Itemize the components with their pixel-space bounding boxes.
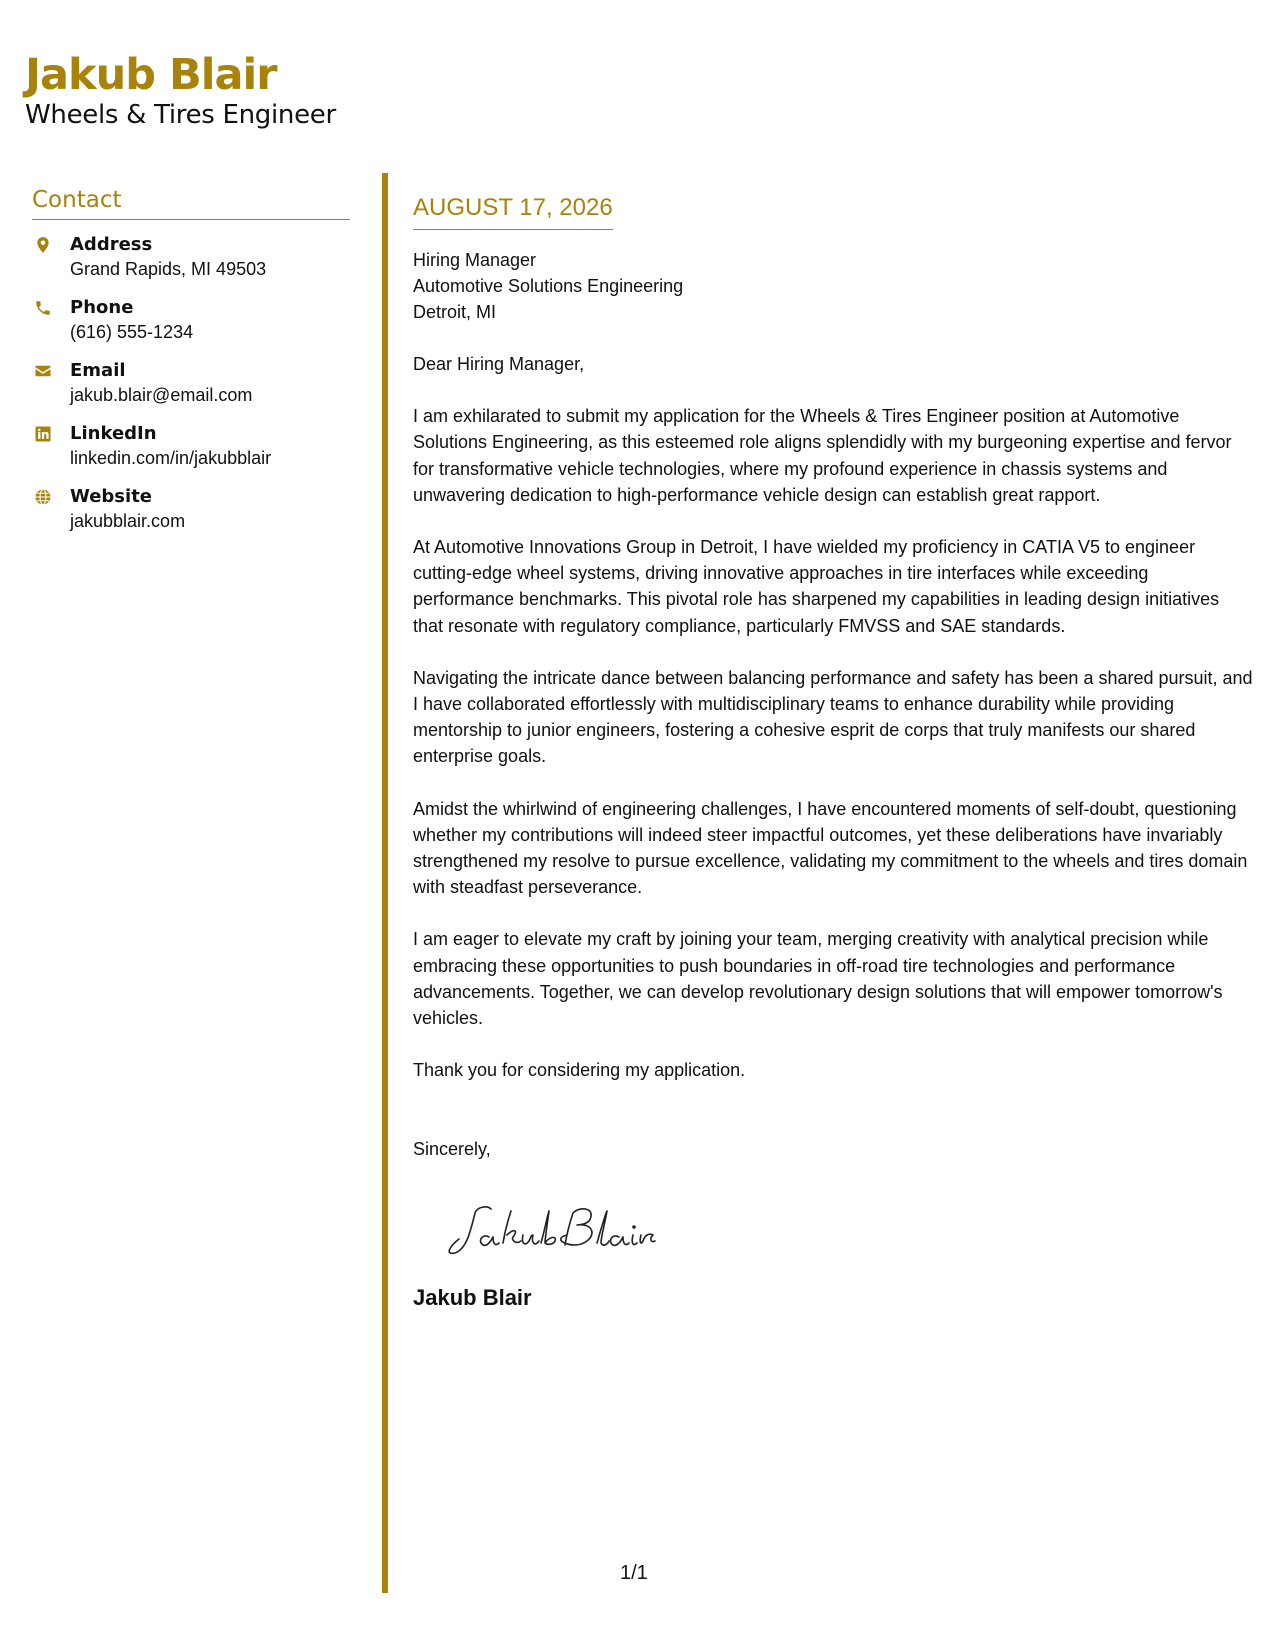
letter-paragraph: Amidst the whirlwind of engineering challenges, I have encountered moments of self-doubt, questioning whether my contributions will indeed steer impactful outcomes, yet these deliberations have invariably strengthened my resolve to pursue excellence, validating my commitment to the wheels and tires domain with steadfast perseverance. [413,798,1248,898]
letter-paragraph: Navigating the intricate dance between balancing performance and safety has been a shared pursuit, and I have collaborated effortlessly with multidisciplinary teams to enhance durability while providing mentorship to junior engineers, fostering a cohesive esprit de corps that truly manifests our shared enterprise goals. [413,667,1253,767]
globe-icon [34,488,52,506]
vertical-divider [382,173,388,1593]
salutation: Dear Hiring Manager, [413,354,585,374]
linkedin-value: linkedin.com/in/jakubblair [70,448,272,468]
envelope-icon [34,362,52,380]
website-value: jakubblair.com [70,511,186,531]
contact-sidebar [32,185,350,547]
recipient-line: Hiring Manager [413,250,537,270]
contact-label: Address [70,234,153,255]
phone-icon [34,299,52,317]
handwritten-signature [441,1199,661,1259]
contact-label: Phone [70,297,134,318]
contact-item-address [32,232,350,295]
letter-paragraph: At Automotive Innovations Group in Detroit, I have wielded my proficiency in CATIA V5 to engineer cutting-edge wheel systems, driving innovative approaches in tire interfaces while exceeding performance benchmarks. This pivotal role has sharpened my capabilities in leading design initiatives that resonate with regulatory compliance, particularly FMVSS and SAE standards. [413,537,1220,636]
contact-list [32,232,350,547]
contact-label: Website [70,486,153,507]
contact-label: LinkedIn [70,423,157,444]
address-value: Grand Rapids, MI 49503 [70,259,267,279]
map-pin-icon [34,236,52,254]
email-value: jakub.blair@email.com [70,385,253,405]
recipient-line: Automotive Solutions Engineering [413,276,684,296]
recipient-block [413,247,1253,325]
job-title: Wheels & Tires Engineer [25,100,336,130]
contact-item-phone [32,295,350,358]
letter-date: AUGUST 17, 2026 [413,193,613,230]
closing: Sincerely, [413,1139,491,1160]
page-number: 1/1 [620,1562,648,1584]
letter-paragraph: I am eager to elevate my craft by joining your team, merging creativity with analytical precision while embracing these opportunities to push boundaries in off-road tire technologies and performance advancements. Together, we can develop revolutionary design solutions that will empower tomorrow's vehicles. [413,929,1223,1029]
contact-heading: Contact [32,185,350,220]
letter-paragraph: Thank you for considering my application. [413,1060,746,1081]
contact-item-linkedin [32,421,350,484]
letter-body [413,193,1253,1313]
applicant-name: Jakub Blair [25,50,277,100]
signer-name: Jakub Blair [413,1284,532,1310]
contact-item-email [32,358,350,421]
contact-item-website [32,484,350,547]
contact-label: Email [70,360,126,381]
letter-paragraph: I am exhilarated to submit my application for the Wheels & Tires Engineer position at Automotive Solutions Engineering, as this esteemed role aligns splendidly with my burgeoning expertise and fervor for transformative vehicle technologies, where my profound experience in chassis systems and unwavering dedication to high-performance vehicle design can establish great rapport. [413,406,1232,505]
phone-value: (616) 555-1234 [70,322,194,342]
recipient-line: Detroit, MI [413,302,497,322]
linkedin-icon [34,425,52,443]
